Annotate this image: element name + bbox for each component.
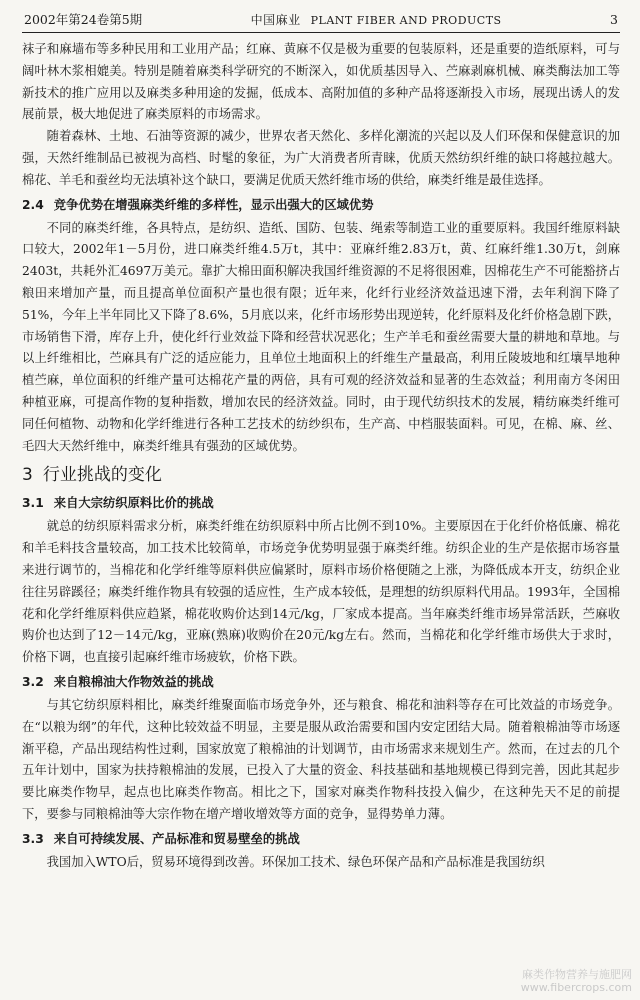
body-paragraph: 袜子和麻墙布等多种民用和工业用产品；红麻、黄麻不仅是极为重要的包装原料，还是重要的造纸原料，可与阔叶林木浆相媲美。特别是随着麻类科学研究的不断深入，如优质基因导入、苎麻剥麻机械、麻类酶法加工等新技术的推广应用以及麻类多种用途的发掘，低成本、高附加值的多种产品将逐渐投入市场，展现出诱人的发展前景，极大地促进了麻类原料的市场需求。 bbox=[22, 42, 620, 122]
body-paragraph: 我国加入WTO后，贸易环境得到改善。环保加工技术、绿色环保产品和产品标准是我国纺织 bbox=[46, 854, 545, 869]
heading-text: 竞争优势在增强麻类纤维的多样性，显示出强大的区域优势 bbox=[53, 197, 374, 212]
heading-text: 来自大宗纺织原料比价的挑战 bbox=[53, 496, 214, 511]
body-paragraph: 与其它纺织原料相比，麻类纤维聚面临市场竞争外，还与粮食、棉花和油料等存在可比效益的市场竞争。在“以粮为纲”的年代，这种比较效益不明显，主要是服从政治需要和国内安定团结大局。随着粮棉油等市场逐渐平稳，产品出现结构性过剩，国家放宽了粮棉油的计划调节，由市场需求来规划生产。然而，在过去的几个五年计划中，国家为扶持粮棉油的发展，已投入了大量的资金、科技基础和基地规模已得到完善，因此其起步要比麻类作物早，起点也比麻类作物高。相比之下，国家对麻类作物科技投入偏少，在这种先天不足的前提下，要参与同粮棉油等大宗作物在增产增收增效等方面的竞争，显得势单力薄。 bbox=[22, 697, 620, 821]
heading-number: 3.2 bbox=[22, 674, 44, 689]
subsection-heading bbox=[22, 195, 620, 216]
journal-page bbox=[22, 10, 620, 874]
body-paragraph: 随着森林、土地、石油等资源的减少，世界农者天然化、多样化潮流的兴起以及人们环保和保健意识的加强，天然纤维制品已被视为高档、时髦的象征，为广大消费者所青睐，优质天然纺织纤维的缺口将越拉越大。棉花、羊毛和蚕丝均无法填补这个缺口，要满足优质天然纤维市场的供给，麻类纤维是最佳选择。 bbox=[22, 129, 620, 187]
heading-text: 来自可持续发展、产品标准和贸易壁垒的挑战 bbox=[53, 831, 300, 846]
page-number: 3 bbox=[610, 12, 618, 27]
watermark-line-2: www.fibercrops.com bbox=[520, 981, 632, 994]
article-body bbox=[22, 39, 620, 874]
heading-number: 3 bbox=[22, 465, 33, 486]
watermark-line-1: 麻类作物营养与施肥网 bbox=[522, 968, 632, 981]
journal-title-cn: 中国麻业 bbox=[250, 13, 301, 27]
heading-text: 来自粮棉油大作物效益的挑战 bbox=[53, 674, 214, 689]
heading-text: 行业挑战的变化 bbox=[42, 465, 162, 486]
body-paragraph: 就总的纺织原料需求分析，麻类纤维在纺织原料中所占比例不到10%。主要原因在于化纤价格低廉、棉花和羊毛料技含量较高，加工技术比较简单，市场竞争优势明显强于麻类纤维。纺织企业的生产是依据市场容量来进行调节的，当棉花和化学纤维等原料供应偏紧时，原料市场价格便随之上涨，为降低成本开支，纺织企业往往另辟蹊径；麻类纤维作物具有较强的适应性，生产成本较低，是理想的纺织原料代用品。1993年，全国棉花和化学纤维原料供应趋紧，棉花收购价达到14元/kg，厂家成本提高。当年麻类纤维市场异常活跃，苎麻收购价也达到了12－14元/kg，亚麻(熟麻)收购价在20元/kg左右。然而，当棉花和化学纤维市场供大于求时，价格下调，也直接引起麻纤维市场疲软，价格下跌。 bbox=[22, 519, 620, 665]
journal-title bbox=[251, 11, 502, 28]
subsection-heading bbox=[22, 672, 620, 693]
heading-number: 2.4 bbox=[22, 197, 44, 212]
issue-info: 2002年第24卷第5期 bbox=[24, 12, 143, 27]
running-header bbox=[22, 10, 620, 33]
subsection-heading bbox=[22, 493, 620, 514]
subsection-heading bbox=[22, 829, 620, 850]
heading-number: 3.3 bbox=[22, 831, 44, 846]
body-paragraph: 不同的麻类纤维，各具特点，是纺织、造纸、国防、包装、绳索等制造工业的重要原料。我国纤维原料缺口较大，2002年1－5月份，进口麻类纤维4.5万t，其中：亚麻纤维2.83万t，黄、红麻纤维1.30万t，剑麻2403t，共耗外汇4697万美元。靠扩大棉田面积解决我国纤维资源的不足将很困难，因棉花生产不可能豁挤占粮田来增加产量，而且提高单位面积产量也很有限；近年来，化纤行业经济效益迅速下滑，去年利润下降了51%，今年上半年同比又下降了8.6%，5月底以来，化纤市场形势出现逆转，化纤原料及化纤价格急剧下跌，市场销售下滑，库存上升，使化纤行业效益下降和经营状况恶化；生产羊毛和蚕丝需要大量的耕地和草地。与以上纤维相比，苎麻具有广泛的适应能力，且单位土地面积上的纤维生产量最高，利用丘陵坡地和红壤旱地种植苎麻，单位面积的纤维产量可达棉花产量的两倍，具有可观的经济效益和显著的生态效益；利用南方冬闲田种植亚麻，可提高作物的复种指数，增加农民的经济效益。同时，由于现代纺织技术的发展，精纺麻类纤维可同任何植物、动物和化学纤维进行各种工艺技术的纺纱织布，生产高、中档服装面料。可见，在棉、麻、丝、毛四大天然纤维中，麻类纤维具有强劲的区域优势。 bbox=[22, 220, 620, 453]
journal-title-en: PLANT FIBER AND PRODUCTS bbox=[310, 14, 502, 27]
site-watermark bbox=[521, 968, 632, 994]
heading-number: 3.1 bbox=[22, 496, 44, 511]
section-heading bbox=[22, 463, 620, 487]
